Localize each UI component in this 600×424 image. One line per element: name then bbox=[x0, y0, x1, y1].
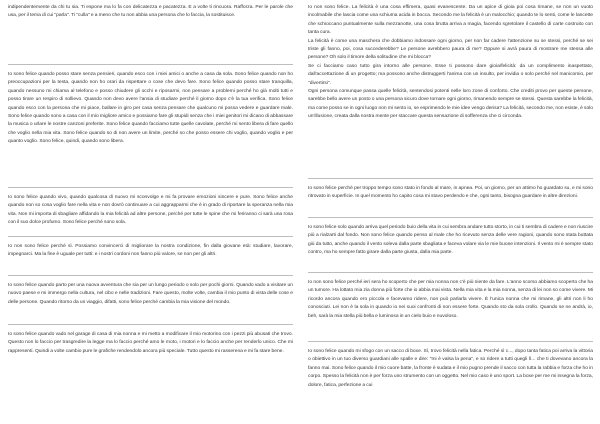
testimony-block bbox=[308, 4, 593, 179]
testimony-block bbox=[8, 4, 293, 65]
testimony-text: Io sono felice quando parto per una nuova avventura che sia per un lungo periodo o solo per pochi giorni. Quando vado a visitare un nuovo paese e mi immergo nella cultura, nel cibo e nelle tradizioni. Fare questo, molte volte, cambia il mio punto di vista delle cose e delle persone. Quando ritorno da un viaggio, difatti, sono felice perché cambia la mia visione del mondo. bbox=[8, 283, 293, 305]
testimony-text: Io sono felice quando vivo, quando qualcosa di nuovo mi sconvolge e mi fa provare emozioni sincere e pure. Sono felice anche quando non so cosa voglio fare nella vita e non dovrò continuare a cui aggrapparmi che è in grado di riportare la speranza nella mia vita. Non mi importa di sbagliare affidando la mia felicità ad altre persone, perché per tutte le spine che mi feriranno ci sarà una rosa con il suo dolce profumo. Sono felice perché sono sola. bbox=[8, 195, 293, 226]
testimony-block bbox=[8, 325, 293, 371]
testimony-text: Io sono felice quando posso stare senza pensieri, quando esco con i miei amici o anche a casa da sola. Sono felice quando non ho preoccupazioni per la testa, quando non ho orari da rispettare o cose che devo fare. Sono felice quando posso stare tranquilla, quando nessuno mi chiama al telefono e posso chiudere gli occhi e riposarmi, non pensare a problemi perché ho già molti tutti e posso tirare un respiro di sollievo. Quando non devo avere l'ansia di studiare perché il giorno dopo c'è la tua verifica. Sono felice quando esco con la persona che mi piace, ballare in giro per casa senza pensare che qualcuno mi possa vedere e guardare male. Sono felice quando sono a casa con il mio migliore amico e possiamo fare gli stupidi senza che i miei genitori mi dicano di abbassare la musica o urlare le nostre canzoni preferite. Sono felice quando facciamo tutte quelle cavolate, perché mi sento libera di fare quello che voglio nella mia vita. Sono felice quando so di non avere un limite, perché so che posso essere chi voglio, quando voglio e per quanto voglio. Sono felice, quindi, quando sono libera. bbox=[8, 72, 293, 145]
testimony-text: Io non sono felice perché sì. Possiamo convincerci di migliorare la nostra condizione, fin dalla giovane età: studiare, lavorare, impegnarci. Ma la fine è uguale per tutti: e i nostri cordoni non fanno più valore, se non per gli altri. bbox=[8, 244, 293, 258]
testimony-block bbox=[8, 276, 293, 325]
left-column bbox=[8, 4, 293, 371]
testimony-paragraph: Io non sono felice. La felicità è una cosa effimera, quasi evanescente. Da un apice di gioia poi cosa rimane, se non un vuoto incolmabile che lascia come una schiuma acida in bocca. Secondo me la felicità è un malocchio; quando te lo senti, come le lancette che schioccano puntualmente sulla mezzanotte, una cosa brutta arriva a magia, facendo sgretolare il castello di carte costruito con tanta cura. bbox=[308, 5, 593, 36]
testimony-paragraph: Ogni persona comunque passa quelle felicità, sentendosi potenti nelle loro zone di conforto. Che crediti provo per queste persone, sarebbe bello avere un posto o una persona sicuro dove tornare ogni giorno, rimanendo sempre se stessi. Questa sarebbe la felicità, ma come posso se in ogni luogo non mi sento io, se esprimendo le mie idee vengo derisa? La felicità, secondo me, non esiste, è solo un'illusione, creata dalla nostra mente per staccare questa sensazione di sofferenza che ci circonda. bbox=[308, 89, 593, 120]
testimony-block bbox=[308, 218, 593, 273]
testimony-text: Io sono felice quando mi sfogo con un sacco di boxe. Sì, trovo felicità nella fatica. Perché sì c..., dopo tanta fatica poi arriva la vittoria o obiettivo in un tuo diverso guardiani alle spalle e dire: "mi è valsa la pena", e so ridere a tutti quegli lì... che ti dovevano ancora la fanno mai. Sono felice quando il mio cuore batte, la fronte è sudata e il mio pugno prende il sacco con tutta la rabbia e forza che ho in corpo. Spesso la felicità non è per forza uno strumento con un oggetto. Nel mio caso è uno sport. La boxe per me mi insegna la forza, dolore, fatica, perfezione a cui bbox=[308, 349, 593, 388]
testimony-block bbox=[308, 273, 593, 342]
testimony-block bbox=[308, 179, 593, 218]
testimony-text: Io sono felice perché per troppo tempo sono stato in fondo al mare, in apnea. Poi, un giorno, per un attimo ho guardato su, e mi sono ritrovato in superficie. In quel momento ho capito cosa mi stavo perdendo e che, ogni tanto, bisogna guardare in altre direzioni. bbox=[308, 186, 593, 200]
testimony-text: Io sono felice solo quando arriva quel periodo buio della vita in cui sembra andare tutto storto, in cui ti sembra di cadere e non riuscire più a rialzarti dal fondo. Non sono felice quando penso al male che ho ricevuto senza delle vere ragioni, quando sono stata buttata giù da tutto, anche quando il vento soleva dalla parte sbagliata e faceva volare via le mie buone intenzioni. Il vento mi è sempre stato contro, ma ho sempre fatto girare dalla parte giusta, dalla mia parte. bbox=[308, 225, 593, 256]
testimony-text: indipendentemente da chi tu sia. Ti espone ma lo fa con delicatezza e pacatezza. E a volte ti rincuora. Rafforza. Per le parole che usa, per il tema di cui "parla". Ti "culla" e a meno che tu non abbia una persona che lo faccia, la sostituisce. bbox=[8, 5, 293, 19]
testimony-paragraph: La felicità è come una maschera che dobbiamo indossare ogni giorno, per non far cadere l'attenzione su se stessi, perché se sei triste gli fanno, poi, cosa succederebbe? Le persone avrebbero paura di me? Oppure si avrà paura di mostrare me stessa alle persone? Oh solo il timore della solitudine che mi blocca? bbox=[308, 38, 593, 61]
testimony-paragraph: Se ci facciamo caso tutto gira intorno alle persone. Esse ti possono dare gioia/felicità: da un complimento inaspettato, dall'accettazione di un progetto; ma possono anche distruggerti l'anima con un insulto, per invidia o solo perché nel manicomio, per "divertirsi". bbox=[308, 63, 593, 86]
testimony-block bbox=[8, 65, 293, 188]
testimony-block bbox=[308, 342, 593, 402]
testimony-text: Io non sono felice perché ieri sera ho scoperto che per mia nonna non c'è più niente da fare. L'anno scorso abbiamo scoperto che ha un tumore. Ha lottato mia zia donna più forte che io abbia mai vista. Nella mia vita e la mia nonna, senza di lei non so come vivere. Mi ricordo ancora quando ero piccola e facevamo ridere, non può parlarla vivere. È l'unica nonna che mi rimane, gli altri non li ho conosciuti. Lei non è la sola in quando io nei suoi confronti di non essere forte. Quando sto da sola crollo. Quando se ne andrà, io, beh, sarà la mia stella più bella e luminosa in un cielo buio e nuvoloso. bbox=[308, 280, 593, 319]
testimony-block bbox=[8, 237, 293, 276]
right-column bbox=[308, 4, 593, 402]
testimony-text: Io sono felice quando vado nel garage di casa di mia nonna e mi metto a modificare il mio motorino con i pezzi più abusati che trovo. Questo non lo faccio per trasgredire la legge ma lo faccio perché amo le moto, i motori e lo faccio anche per renderlo unico. Che mi rappresenti. Quindi a volte cambio pure le grafiche rendendolo ancora più speciale. Tutto questo mi rasserena e mi fa stare bene. bbox=[8, 332, 293, 354]
testimony-block bbox=[8, 188, 293, 237]
